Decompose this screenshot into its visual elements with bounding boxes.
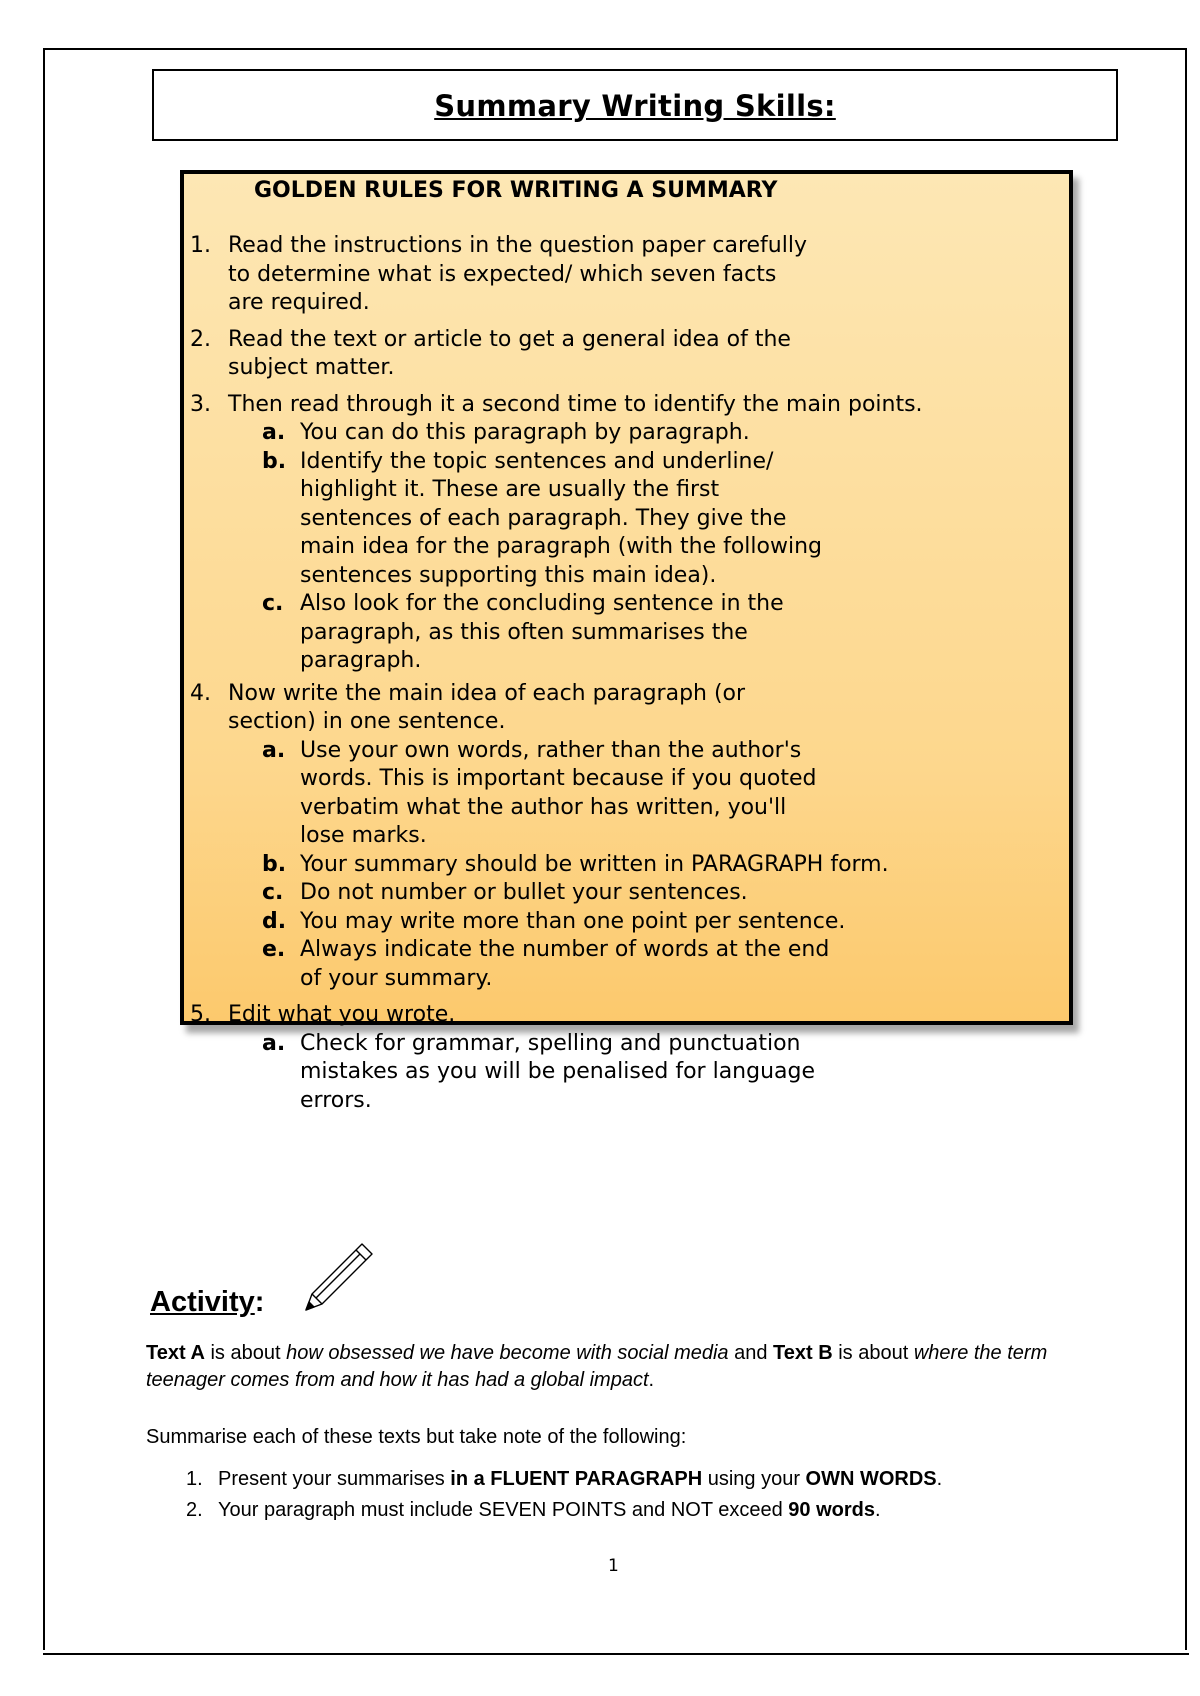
activity-heading-colon: : xyxy=(254,1286,265,1318)
rule-line: to determine what is expected/ which seven facts xyxy=(228,261,777,287)
sub-rule-line: sentences supporting this main idea). xyxy=(300,562,717,588)
activity-list-item xyxy=(180,1464,942,1495)
item-emphasis: OWN WORDS xyxy=(805,1468,937,1490)
rule-line: are required. xyxy=(228,290,370,315)
item-text: Your paragraph must include SEVEN POINTS and NOT exceed xyxy=(218,1499,789,1521)
sub-rule-item xyxy=(190,1030,1070,1116)
activity-heading-text: Activity xyxy=(150,1286,255,1318)
sub-rule-letter: c. xyxy=(262,880,284,905)
rule-number: 4. xyxy=(190,680,211,706)
pencil-icon xyxy=(300,1236,380,1316)
sub-rule-letter: b. xyxy=(262,851,287,877)
sub-rule-item xyxy=(190,936,1070,993)
rule-line: subject matter. xyxy=(228,355,395,380)
sub-rule-line: sentences of each paragraph. They give the xyxy=(300,505,787,531)
rule-number: 2. xyxy=(190,326,211,352)
page-number: 1 xyxy=(608,1556,619,1576)
activity-item-number: 2. xyxy=(186,1499,203,1521)
sub-rule-letter: d. xyxy=(262,908,287,934)
item-text: . xyxy=(936,1468,943,1490)
sub-rule-letter: b. xyxy=(262,448,287,474)
sub-rule-line: lose marks. xyxy=(300,823,427,848)
text-b-label: Text B xyxy=(773,1342,833,1364)
text-a-topic: how obsessed we have become with social media xyxy=(286,1342,729,1364)
sub-rule-line: Do not number or bullet your sentences. xyxy=(300,880,748,905)
sub-rule-item xyxy=(190,737,1070,851)
sub-rule-line: words. This is important because if you quoted xyxy=(300,766,817,791)
sub-rule-item xyxy=(190,851,1070,880)
golden-rules-list xyxy=(190,232,1070,1123)
activity-list-item xyxy=(180,1495,942,1526)
sub-rule-line: Check for grammar, spelling and punctuation xyxy=(300,1030,801,1056)
activity-list xyxy=(180,1464,942,1526)
activity-intro xyxy=(146,1340,1121,1394)
title-box xyxy=(152,69,1118,141)
intro-fragment: . xyxy=(648,1369,655,1391)
item-text: using your xyxy=(702,1468,806,1490)
item-emphasis: 90 words xyxy=(788,1499,875,1521)
sub-rule-letter: a. xyxy=(262,1030,286,1056)
sub-rule-line: Your summary should be written in PARAGRAPH form. xyxy=(300,851,889,877)
page-title: Summary Writing Skills: xyxy=(434,89,836,123)
sub-rule-line: paragraph. xyxy=(300,648,422,673)
sub-rule-line: main idea for the paragraph (with the following xyxy=(300,534,823,559)
sub-rule-line: Use your own words, rather than the author's xyxy=(300,737,802,763)
text-b-topic: where the term teenager comes from and how it has had a global impact xyxy=(146,1342,1048,1391)
sub-rule-letter: c. xyxy=(262,591,284,616)
sub-rule-line: verbatim what the author has written, you'll xyxy=(300,794,787,820)
rule-number: 5. xyxy=(190,1002,211,1027)
sub-rule-list xyxy=(190,419,1070,676)
rule-number: 1. xyxy=(190,233,211,258)
sub-rule-letter: a. xyxy=(262,420,286,445)
intro-fragment: is about xyxy=(204,1342,287,1364)
sub-rule-line: mistakes as you will be penalised for language xyxy=(300,1059,816,1084)
sub-rule-item xyxy=(190,448,1070,591)
rule-item xyxy=(190,326,1070,383)
intro-fragment: and xyxy=(728,1342,774,1364)
rule-item xyxy=(190,680,1070,994)
sub-rule-letter: e. xyxy=(262,937,286,962)
rule-item xyxy=(190,232,1070,318)
sub-rule-item xyxy=(190,908,1070,937)
activity-heading xyxy=(150,1286,264,1319)
rule-item xyxy=(190,391,1070,676)
sub-rule-line: errors. xyxy=(300,1087,372,1113)
rule-line: Now write the main idea of each paragraph (or xyxy=(228,680,746,706)
rule-line: Then read through it a second time to identify the main points. xyxy=(228,391,923,417)
sub-rule-line: of your summary. xyxy=(300,965,493,991)
item-text: . xyxy=(875,1499,881,1521)
sub-rule-list xyxy=(190,1030,1070,1116)
rule-line: Read the instructions in the question paper carefully xyxy=(228,233,807,258)
sub-rule-item xyxy=(190,419,1070,448)
sub-rule-line: Always indicate the number of words at the end xyxy=(300,937,830,962)
item-text: Present your summarises xyxy=(218,1468,451,1490)
sub-rule-line: highlight it. These are usually the first xyxy=(300,477,720,502)
intro-fragment: is about xyxy=(832,1342,914,1364)
sub-rule-line: You can do this paragraph by paragraph. xyxy=(300,420,750,445)
activity-instruction: Summarise each of these texts but take note of the following: xyxy=(146,1426,687,1448)
sub-rule-list xyxy=(190,737,1070,994)
rule-item xyxy=(190,1001,1070,1115)
text-a-label: Text A xyxy=(146,1342,205,1364)
rule-line: Read the text or article to get a general idea of the xyxy=(228,326,791,352)
sub-rule-letter: a. xyxy=(262,737,286,763)
rule-line: Edit what you wrote. xyxy=(228,1002,456,1027)
sub-rule-line: Identify the topic sentences and underline/ xyxy=(300,448,774,474)
golden-rules-heading: GOLDEN RULES FOR WRITING A SUMMARY xyxy=(254,178,778,203)
item-emphasis: in a FLUENT PARAGRAPH xyxy=(450,1468,703,1490)
rule-line: section) in one sentence. xyxy=(228,709,506,734)
sub-rule-line: Also look for the concluding sentence in the xyxy=(300,591,784,616)
activity-item-number: 1. xyxy=(186,1468,203,1490)
page-bottom-rule xyxy=(43,1653,1189,1655)
sub-rule-line: You may write more than one point per sentence. xyxy=(300,908,846,934)
sub-rule-item xyxy=(190,590,1070,676)
sub-rule-line: paragraph, as this often summarises the xyxy=(300,619,748,645)
rule-number: 3. xyxy=(190,391,211,417)
sub-rule-item xyxy=(190,879,1070,908)
